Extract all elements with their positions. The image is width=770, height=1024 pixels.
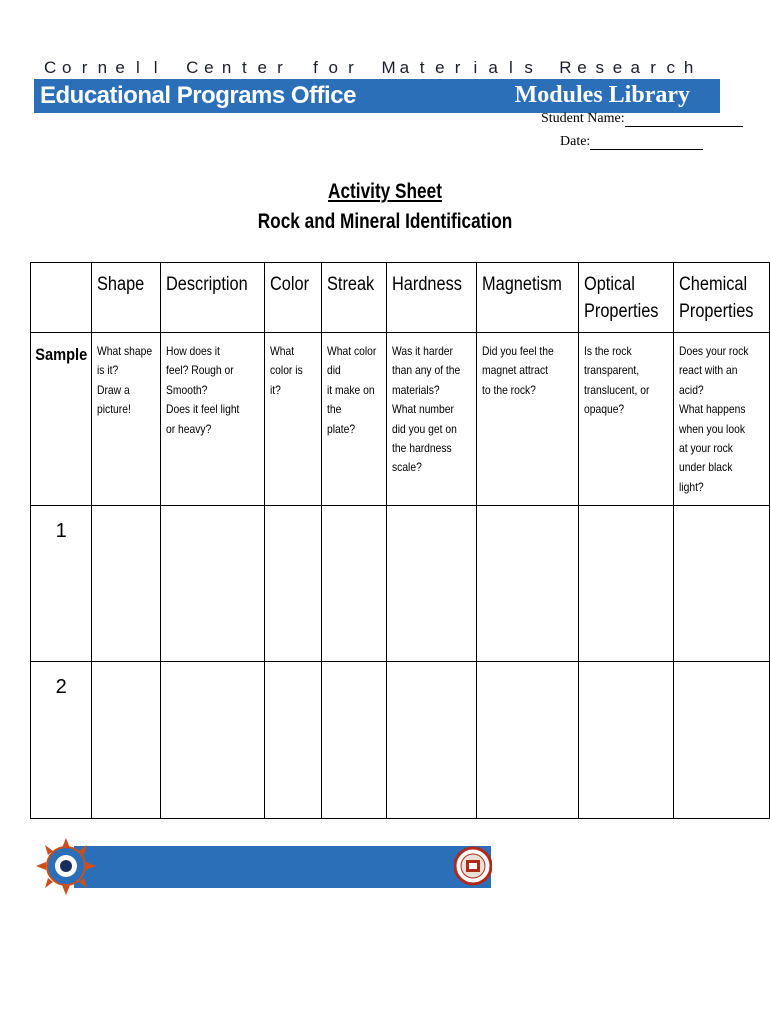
- center-name-letter: n: [221, 58, 232, 77]
- center-name-letter: n: [97, 58, 108, 77]
- header-row: [31, 263, 770, 333]
- table-row: [31, 506, 770, 662]
- center-name-letter: r: [277, 58, 283, 77]
- center-name-letter: s: [524, 58, 533, 77]
- answer-cell[interactable]: [386, 506, 476, 662]
- center-name-letter: [541, 58, 551, 78]
- answer-cell[interactable]: [265, 662, 321, 819]
- row-number: 2: [31, 662, 92, 819]
- rock-mineral-subtitle: Rock and Mineral Identification: [257, 210, 513, 233]
- center-name-letter: a: [488, 58, 498, 77]
- identification-table: [30, 262, 770, 819]
- center-name-letter: r: [454, 58, 461, 77]
- date-line[interactable]: [590, 136, 703, 150]
- sample-row: [31, 333, 770, 506]
- answer-cell[interactable]: [321, 662, 386, 819]
- col-header-shape: Shape: [92, 263, 161, 333]
- answer-cell[interactable]: [476, 662, 578, 819]
- nsf-logo-icon: [36, 838, 96, 895]
- center-name-letterspaced: [44, 58, 694, 78]
- center-name-letter: t: [242, 58, 247, 77]
- center-name-letter: M: [381, 58, 396, 77]
- answer-cell[interactable]: [578, 506, 674, 662]
- center-name-letter: r: [81, 58, 88, 77]
- activity-sheet-title: Activity Sheet: [328, 180, 442, 203]
- sample-question-description: How does it feel? Rough or Smooth? Does it feel light or heavy?: [161, 333, 265, 506]
- student-name-line[interactable]: [625, 113, 743, 127]
- answer-cell[interactable]: [92, 662, 161, 819]
- center-name-letter: o: [328, 58, 338, 77]
- sample-question-color: What color is it?: [265, 333, 321, 506]
- answer-cell[interactable]: [92, 506, 161, 662]
- center-name-letter: f: [313, 58, 318, 77]
- col-header-streak: Streak: [321, 263, 386, 333]
- modules-library-title: Modules Library: [514, 82, 690, 108]
- header-banner: [34, 79, 720, 113]
- corner-cell: [31, 263, 92, 333]
- center-name-letter: h: [683, 58, 694, 77]
- center-name-letter: r: [650, 58, 656, 77]
- center-name-letter: t: [419, 58, 425, 77]
- center-name-letter: e: [257, 58, 267, 77]
- answer-cell[interactable]: [674, 506, 770, 662]
- sample-question-chemical: Does your rock react with an acid? What happens when you look at your rock under black light?: [674, 333, 770, 506]
- center-name-letter: c: [666, 58, 676, 77]
- center-name-letter: C: [44, 58, 57, 77]
- footer-bar: [74, 846, 491, 888]
- center-name-letter: C: [186, 58, 199, 77]
- sample-question-magnetism: Did you feel the magnet attract to the rock?: [476, 333, 578, 506]
- col-header-chemical: Chemical Properties: [674, 263, 770, 333]
- answer-cell[interactable]: [161, 506, 265, 662]
- center-name-letter: i: [473, 58, 478, 77]
- answer-cell[interactable]: [578, 662, 674, 819]
- center-name-letter: e: [612, 58, 623, 77]
- center-name-letter: [364, 58, 374, 78]
- center-name-letter: o: [62, 58, 72, 77]
- col-header-hardness: Hardness: [386, 263, 476, 333]
- date-field[interactable]: [560, 134, 703, 150]
- sample-question-shape: What shape is it? Draw a picture!: [92, 333, 161, 506]
- answer-cell[interactable]: [386, 662, 476, 819]
- center-name-letter: a: [399, 58, 410, 77]
- sample-question-streak: What color did it make on the plate?: [321, 333, 386, 506]
- center-name-letter: r: [348, 58, 354, 77]
- center-name-letter: e: [204, 58, 214, 77]
- center-name-letter: [168, 58, 178, 78]
- student-name-field[interactable]: [541, 111, 743, 127]
- center-name-letter: l: [135, 58, 140, 77]
- cornell-seal-icon: [454, 838, 492, 895]
- office-title: Educational Programs Office: [40, 82, 356, 109]
- center-name-letter: l: [509, 58, 513, 77]
- answer-cell[interactable]: [321, 506, 386, 662]
- center-name-letter: s: [595, 58, 604, 77]
- date-label: Date:: [560, 134, 591, 149]
- col-header-optical: Optical Properties: [578, 263, 674, 333]
- row-number: 1: [31, 506, 92, 662]
- answer-cell[interactable]: [161, 662, 265, 819]
- center-name-letter: e: [435, 58, 445, 77]
- center-name-letter: [293, 58, 303, 78]
- sample-question-optical: Is the rock transparent, translucent, or opaque?: [578, 333, 674, 506]
- sample-question-hardness: Was it harder than any of the materials? What number did you get on the hardness scale?: [386, 333, 476, 506]
- table-row: [31, 662, 770, 819]
- sample-label: Sample: [31, 333, 92, 506]
- student-name-label: Student Name:: [541, 111, 625, 126]
- center-name-letter: l: [153, 58, 158, 77]
- answer-cell[interactable]: [476, 506, 578, 662]
- answer-cell[interactable]: [265, 506, 321, 662]
- col-header-magnetism: Magnetism: [476, 263, 578, 333]
- center-name-letter: R: [559, 58, 572, 77]
- answer-cell[interactable]: [674, 662, 770, 819]
- col-header-color: Color: [265, 263, 321, 333]
- center-name-letter: e: [577, 58, 587, 77]
- center-name-letter: e: [115, 58, 125, 77]
- center-name-letter: a: [630, 58, 640, 77]
- footer-banner: [36, 838, 491, 895]
- col-header-description: Description: [161, 263, 265, 333]
